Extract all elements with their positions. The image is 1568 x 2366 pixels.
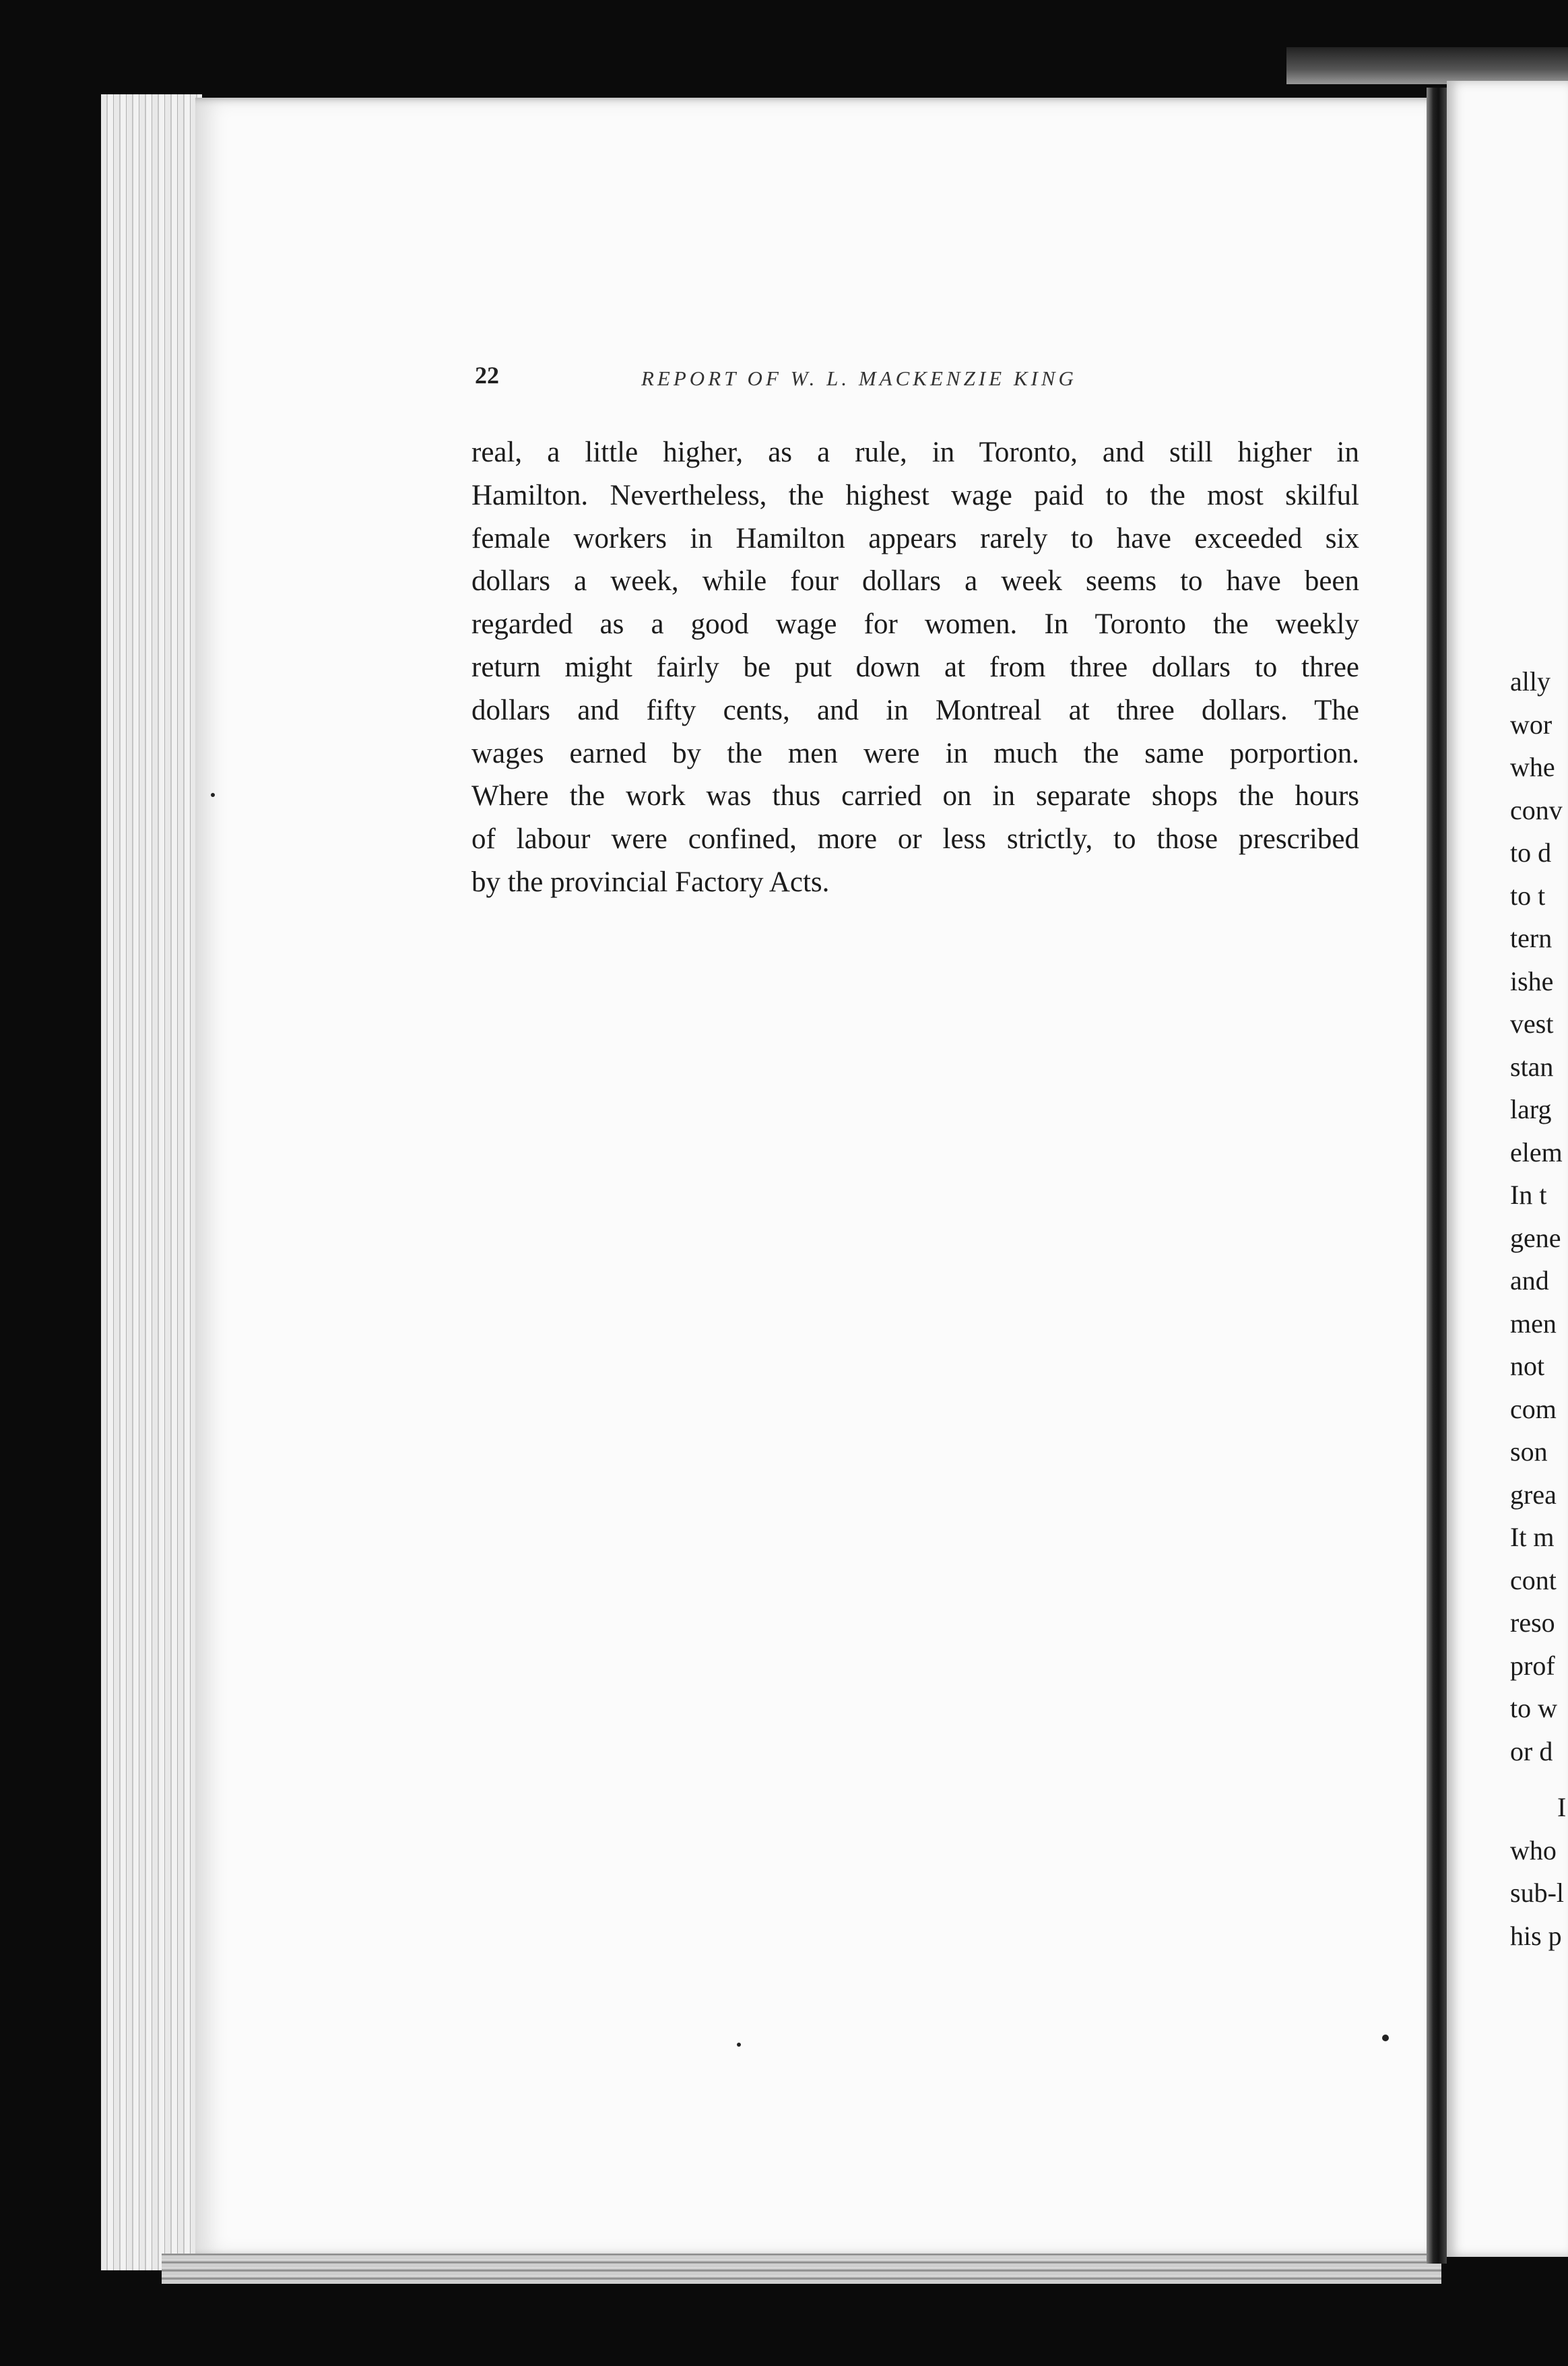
facing-page-text: [1510, 660, 1568, 1957]
facing-text-line: It m: [1510, 1522, 1555, 1552]
facing-text-line: stan: [1510, 1051, 1554, 1082]
facing-text-line: not: [1510, 1351, 1545, 1381]
text-line: by the provincial Factory Acts.: [471, 866, 830, 898]
facing-text-line: grea: [1510, 1479, 1557, 1510]
facing-text-line: or d: [1510, 1735, 1553, 1766]
facing-text-line: men: [1510, 1308, 1557, 1339]
text-line: real, a little higher, as a rule, in Toronto, and still higher in: [471, 437, 1359, 468]
page-edges-left: [101, 94, 202, 2270]
left-page: [195, 98, 1438, 2257]
facing-text-line: com: [1510, 1393, 1557, 1424]
text-line: wages earned by the men were in much the same porportion.: [471, 737, 1359, 769]
facing-text-line: ishe: [1510, 965, 1554, 996]
text-line: regarded as a good wage for women. In Toronto the weekly: [471, 608, 1359, 641]
facing-text-line: I: [1557, 1792, 1567, 1822]
text-line: Where the work was thus carried on in separate shops the hours: [471, 780, 1359, 812]
ink-speck: [1382, 2035, 1389, 2041]
book-gutter: [1427, 88, 1447, 2264]
facing-text-line: vest: [1510, 1009, 1554, 1039]
facing-text-line: and: [1510, 1265, 1549, 1296]
facing-text-line: ally: [1510, 666, 1550, 697]
page-edges-bottom: [162, 2253, 1441, 2284]
facing-text-line: gene: [1510, 1222, 1561, 1253]
facing-text-line: tern: [1510, 923, 1553, 953]
facing-text-line: sub-l: [1510, 1878, 1564, 1908]
ink-speck: [737, 2043, 741, 2047]
facing-text-line: his p: [1510, 1920, 1562, 1951]
ink-speck: [211, 793, 215, 797]
facing-text-line: reso: [1510, 1607, 1555, 1638]
facing-text-line: to d: [1510, 837, 1552, 868]
facing-text-line: larg: [1510, 1094, 1552, 1124]
facing-text-line: wor: [1510, 709, 1553, 740]
facing-text-line: In t: [1510, 1180, 1547, 1210]
facing-text-line: conv: [1510, 794, 1563, 825]
text-line: dollars and fifty cents, and in Montreal at three dollars. The: [471, 694, 1359, 726]
running-header: REPORT OF W. L. MACKENZIE KING: [641, 366, 1077, 390]
text-line: of labour were confined, more or less strictly, to those prescribed: [471, 823, 1359, 856]
facing-text-line: to w: [1510, 1693, 1557, 1723]
text-line: dollars a week, while four dollars a week seems to have been: [471, 565, 1359, 598]
text-line: Hamilton. Nevertheless, the highest wage paid to the most skilful: [471, 479, 1359, 511]
facing-text-line: to t: [1510, 880, 1546, 911]
facing-text-line: cont: [1510, 1564, 1557, 1595]
scan-top-edge: [1286, 47, 1568, 84]
paragraph: [471, 431, 1359, 904]
facing-text-line: son: [1510, 1436, 1548, 1467]
facing-text-line: prof: [1510, 1650, 1555, 1681]
text-line: female workers in Hamilton appears rarely to have exceeded six: [471, 522, 1359, 554]
facing-text-line: whe: [1510, 752, 1555, 782]
facing-text-line: elem: [1510, 1137, 1563, 1168]
text-line: return might fairly be put down at from three dollars to three: [471, 651, 1359, 683]
page-number: 22: [475, 362, 499, 389]
facing-text-line: who: [1510, 1834, 1557, 1865]
